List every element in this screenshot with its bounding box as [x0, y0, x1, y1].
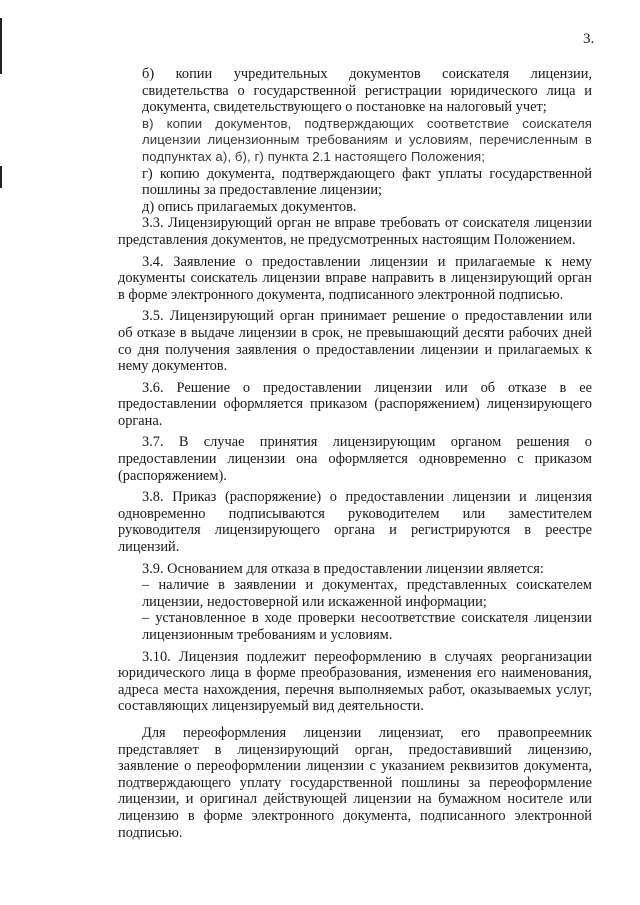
list-item-b: б) копии учредительных документов соискателя лицензии, свидетельства о государственной регистрации юридического лица и документа, свидетельствующего о постановке на налоговый учет; — [142, 66, 592, 116]
document-body — [118, 66, 592, 841]
clause-3-5: 3.5. Лицензирующий орган принимает решение о предоставлении или об отказе в выдаче лицензии в срок, не превышающий десяти рабочих дней со дня получения заявления о предоставлении лицензии и прилагаемых к нему документов. — [118, 308, 592, 375]
clause-3-10: 3.10. Лицензия подлежит переоформлению в случаях реорганизации юридического лица в форме преобразования, изменения его наименования, адреса места нахождения, перечня выполняемых работ, оказываемых услуг, составляющих лицензируемый вид деятельности. — [118, 648, 592, 715]
list-item-refusal-a: – наличие в заявлении и документах, представленных соискателем лицензии, недостоверной или искаженной информации; — [142, 577, 592, 610]
clause-3-9: 3.9. Основанием для отказа в предоставлении лицензии является: — [142, 560, 544, 577]
clause-3-7: 3.7. В случае принятия лицензирующим органом решения о предоставлении лицензии она оформляется одновременно с приказом (распоряжением). — [118, 434, 592, 484]
clause-3-6: 3.6. Решение о предоставлении лицензии или об отказе в ее предоставлении оформляется приказом (распоряжением) лицензирующего органа. — [118, 379, 592, 429]
list-item-d: д) опись прилагаемых документов. — [142, 198, 357, 215]
clause-3-4: 3.4. Заявление о предоставлении лицензии и прилагаемые к нему документы соискатель лицензии вправе направить в лицензирующий орган в форме электронного документа, подписанного электронной подписью. — [118, 253, 592, 303]
scan-edge-mark — [0, 166, 2, 188]
clause-3-3: 3.3. Лицензирующий орган не вправе требовать от соискателя лицензии представления документов, не предусмотренных настоящим Положением. — [118, 215, 592, 248]
list-item-v: в) копии документов, подтверждающих соответствие соискателя лицензии лицензионным требованиям и условиям, перечисленным в подпунктах а), б), г) пункта 2.1 настоящего Положения; — [142, 115, 592, 164]
required-documents-list — [118, 66, 592, 215]
scan-edge-mark — [0, 18, 2, 74]
list-item-g: г) копию документа, подтверждающего факт уплаты государственной пошлины за предоставление лицензии; — [142, 165, 592, 199]
page-number: 3. — [583, 31, 595, 47]
clause-3-8: 3.8. Приказ (распоряжение) о предоставлении лицензии и лицензия одновременно подписываются руководителем или заместителем руководителя лицензирующего органа и регистрируются в реестре лицензий. — [118, 489, 592, 556]
reissue-paragraph: Для переоформления лицензии лицензиат, его правопреемник представляет в лицензирующий орган, предоставивший лицензию, заявление о переоформлении лицензии с указанием реквизитов документа, подтверждающего уплату государственной пошлины за переоформление лицензии, и оригинал действующей лицензии на бумажном носителе или лицензию в форме электронного документа, подписанного электронной подписью. — [118, 724, 592, 841]
list-item-refusal-b: – установленное в ходе проверки несоответствие соискателя лицензии лицензионным требованиям и условиям. — [142, 610, 592, 643]
refusal-grounds-list — [118, 577, 592, 643]
